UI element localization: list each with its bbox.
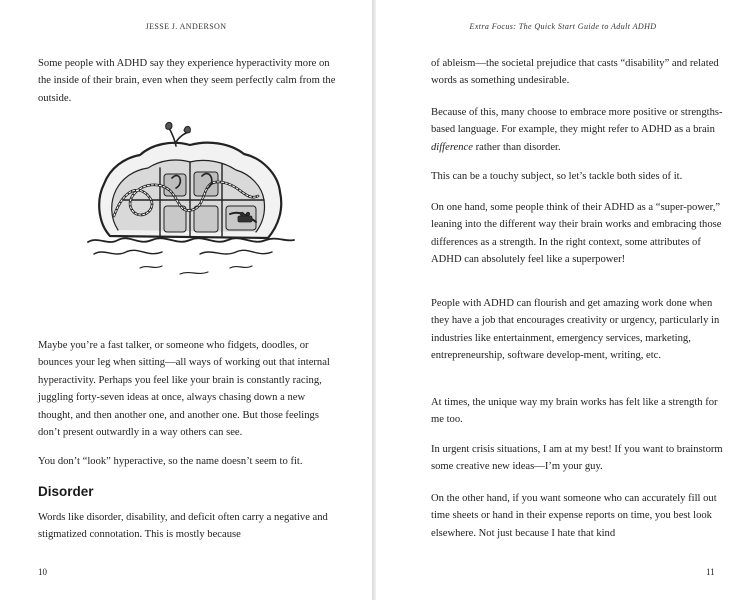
- running-head-author: JESSE J. ANDERSON: [145, 22, 227, 31]
- section-heading: Disorder: [38, 484, 94, 499]
- running-head-title: Extra Focus: The Quick Start Guide to Adult ADHD: [469, 22, 657, 31]
- paragraph: In urgent crisis situations, I am at my best! If you want to brainstorm some creative new ideas—I’m your guy.: [431, 444, 723, 473]
- paragraph: Some people with ADHD say they experience hyperactivity more on the inside of their brain, even when they seem perfectly calm from the outside.: [38, 58, 336, 104]
- paragraph: People with ADHD can flourish and get amazing work done when they have a job that encourages creativity or urgency, particularly in industries like entertainment, emergency services, marketing, entrepreneurship, software develop-ment, writing, etc.: [431, 298, 720, 362]
- paragraph: On one hand, some people think of their ADHD as a “super-power,” leaning into the different way their brain works and embracing those differences as a strength. In the right context, some attributes of ADHD can absolutely feel like a superpower!: [431, 202, 722, 266]
- page-number: 11: [706, 567, 715, 577]
- paragraph: On the other hand, if you want someone who can accurately fill out time sheets or hand in their expense reports on time, you best look elsewhere. Not just because I hate that kind: [431, 493, 717, 539]
- paragraph: At times, the unique way my brain works has felt like a strength for me too.: [431, 397, 718, 426]
- page-number: 10: [38, 567, 47, 577]
- paragraph: Words like disorder, disability, and deficit often carry a negative and stigmatized connotation. This is mostly because: [38, 512, 328, 541]
- paragraph: Maybe you’re a fast talker, or someone who fidgets, doodles, or bounces your leg when sitting—all ways of working out that internal hyperactivity. Perhaps you feel like your brain is constantly racing, juggling forty-seven ideas at once, always chasing down a new thought, and then another one, and another one. But those feelings don’t present outwardly in a way others can see.: [38, 340, 330, 439]
- left-page: [0, 0, 372, 600]
- paragraph: of ableism—the societal prejudice that casts “disability” and related words as something undesirable.: [431, 58, 719, 87]
- paragraph-language: Because of this, many choose to embrace more positive or strengths-based language. For example, they might refer to ADHD as a brain difference rather than disorder.: [431, 107, 723, 153]
- right-page: [376, 0, 750, 600]
- brain-rollercoaster-in-water-illustration: [80, 118, 300, 288]
- paragraph: You don’t “look” hyperactive, so the name doesn’t seem to fit.: [38, 456, 303, 467]
- emphasis-text: difference: [431, 141, 473, 153]
- paragraph: This can be a touchy subject, so let’s tackle both sides of it.: [431, 171, 683, 182]
